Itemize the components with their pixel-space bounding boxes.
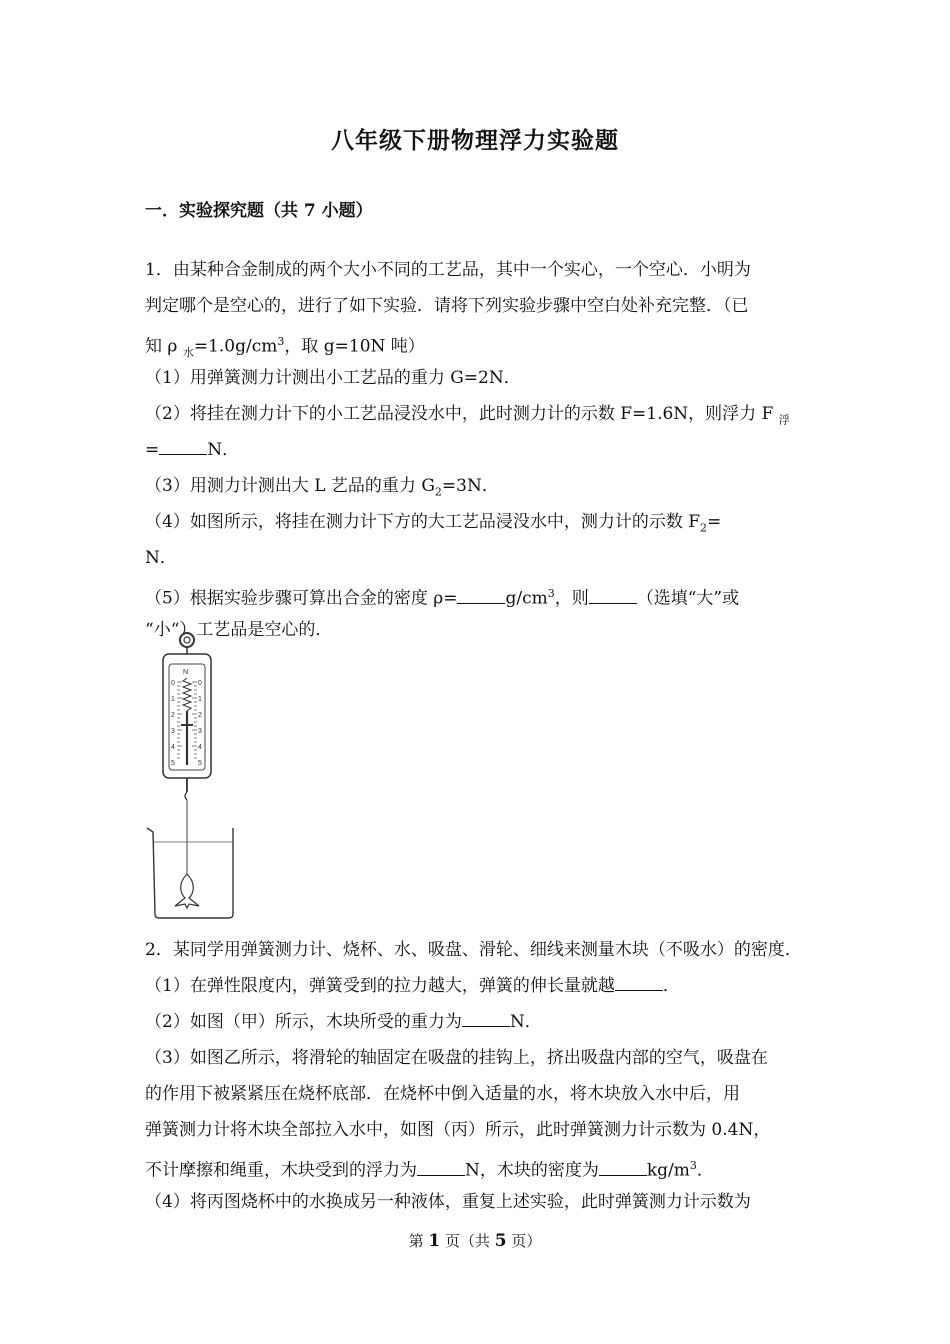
scale-label-left-5: 5	[171, 760, 175, 767]
scale-label-right-0: 0	[198, 680, 202, 687]
q2-step-3-l4b: N，木块的密度为	[465, 1160, 599, 1181]
page-title: 八年级下册物理浮力实验题	[331, 127, 619, 154]
scale-label-left-3: 3	[171, 728, 175, 735]
q2-step-2b: N．	[509, 1012, 542, 1032]
q2-step-3-l4d: ．	[696, 1160, 714, 1181]
blank-6[interactable]	[417, 1159, 465, 1176]
q2-step-2	[145, 1010, 542, 1034]
footer-page: 1	[428, 1231, 441, 1251]
scale-label-right-5: 5	[198, 760, 202, 767]
scale-unit: N	[183, 669, 189, 676]
q1-step-3	[145, 474, 499, 504]
footer-post: 页）	[506, 1232, 542, 1250]
q2-cube-sup: 3	[689, 1159, 697, 1172]
blank-2[interactable]	[457, 587, 505, 604]
q1-step-5b: g/cm	[505, 588, 548, 609]
q1-step-1: （1）用弹簧测力计测出小工艺品的重力 G=2N．	[145, 368, 521, 388]
hook-curve	[185, 792, 187, 800]
q1-g2-sub: 2	[434, 485, 442, 499]
q1-buoy-sub: 浮	[778, 413, 790, 427]
q1-step-5-cont: “小“）工艺品是空心的．	[145, 620, 333, 640]
blank-4[interactable]	[615, 974, 663, 991]
q1-step-2	[145, 402, 790, 432]
q1-line-2: 判定哪个是空心的，进行了如下实验．请将下列实验步骤中空白处补充完整．（已	[145, 296, 749, 316]
q1-step-5a: （5）根据实验步骤可算出合金的密度 ρ=	[145, 588, 458, 609]
craft-object	[175, 874, 199, 908]
scale-label-right-4: 4	[198, 744, 202, 751]
q2-step-3-l2: 的作用下被紧紧压在烧杯底部．在烧杯中倒入适量的水，将木块放入水中后，用	[145, 1084, 740, 1104]
q2-step-1b: ．	[662, 976, 680, 996]
q1-step-5c: ，则	[554, 588, 589, 609]
q1-line-1: 1．由某种合金制成的两个大小不同的工艺品，其中一个实心，一个空心．小明为	[145, 260, 751, 280]
scale-label-left-2: 2	[171, 712, 175, 719]
q1-step-5	[145, 582, 739, 611]
q1-f2-sub: 2	[700, 521, 708, 535]
q2-step-4: （4）将丙图烧杯中的水换成另一种液体，重复上述实验，此时弹簧测力计示数为	[145, 1192, 751, 1212]
hanging-ring-inner	[184, 637, 190, 643]
q1-step-2-cont	[145, 438, 239, 462]
q2-step-3-l3: 弹簧测力计将木块全部拉入水中，如图（丙）所示，此时弹簧测力计示数为 0.4N，	[145, 1120, 771, 1140]
page-footer	[0, 1230, 950, 1251]
q2-step-2a: （2）如图（甲）所示，木块所受的重力为	[145, 1012, 462, 1032]
q2-step-1a: （1）在弹性限度内，弹簧受到的拉力越大，弹簧的伸长量就越	[145, 976, 615, 996]
q1-step-4b: =	[707, 512, 722, 532]
q2-step-3-l4	[145, 1154, 714, 1183]
scale-label-left-0: 0	[171, 680, 175, 687]
q2-step-1	[145, 974, 680, 998]
q1-line-3a: 知 ρ	[145, 336, 183, 357]
q1-step-4	[145, 510, 721, 540]
q2-line-1: 2．某同学用弹簧测力计、烧杯、水、吸盘、滑轮、细线来测量木块（不吸水）的密度．	[145, 940, 802, 960]
q1-cube-sup: 3	[277, 335, 285, 348]
blank-5[interactable]	[462, 1010, 510, 1027]
q2-step-3-l4c: kg/m	[646, 1160, 690, 1181]
q1-step-3a: （3）用测力计测出大 L 艺品的重力 G	[145, 476, 435, 496]
spring-scale-figure	[145, 630, 245, 920]
blank-1[interactable]	[159, 438, 207, 455]
q1-line-3b: =1.0g/cm	[193, 336, 278, 357]
q2-step-3-l4a: 不计摩擦和绳重，木块受到的浮力为	[145, 1160, 417, 1181]
q1-step-2c: N．	[207, 440, 240, 460]
q1-step-4-cont: N．	[145, 548, 177, 568]
q1-step-5d: （选填“大”或	[636, 588, 740, 609]
footer-total: 5	[494, 1231, 507, 1251]
q1-step-4a: （4）如图所示，将挂在测力计下方的大工艺品浸没水中，测力计的示数 F	[145, 512, 701, 532]
footer-pre: 第	[408, 1232, 429, 1250]
scale-label-right-1: 1	[198, 696, 202, 703]
q1-step-5-sup: 3	[547, 587, 555, 600]
q1-line-3c: ，取 g=10N 吨）	[284, 336, 425, 357]
q1-step-2b: =	[145, 440, 160, 460]
blank-7[interactable]	[599, 1159, 647, 1176]
scale-label-right-3: 3	[198, 728, 202, 735]
scale-label-right-2: 2	[198, 712, 202, 719]
scale-label-left-1: 1	[171, 696, 175, 703]
hanging-ring	[180, 633, 194, 647]
q2-step-3-l1: （3）如图乙所示，将滑轮的轴固定在吸盘的挂钩上，挤出吸盘内部的空气，吸盘在	[145, 1048, 768, 1068]
scale-label-left-4: 4	[171, 744, 175, 751]
blank-3[interactable]	[589, 587, 637, 604]
footer-mid: 页（共	[440, 1232, 495, 1250]
section-heading: 一．实验探究题（共 7 小题）	[145, 201, 373, 221]
q1-step-2a: （2）将挂在测力计下的小工艺品浸没水中，此时测力计的示数 F=1.6N，则浮力 F	[145, 404, 779, 424]
q1-step-3b: =3N．	[441, 476, 499, 496]
q1-water-sub: 水	[182, 346, 194, 360]
q1-line-3	[145, 330, 425, 365]
